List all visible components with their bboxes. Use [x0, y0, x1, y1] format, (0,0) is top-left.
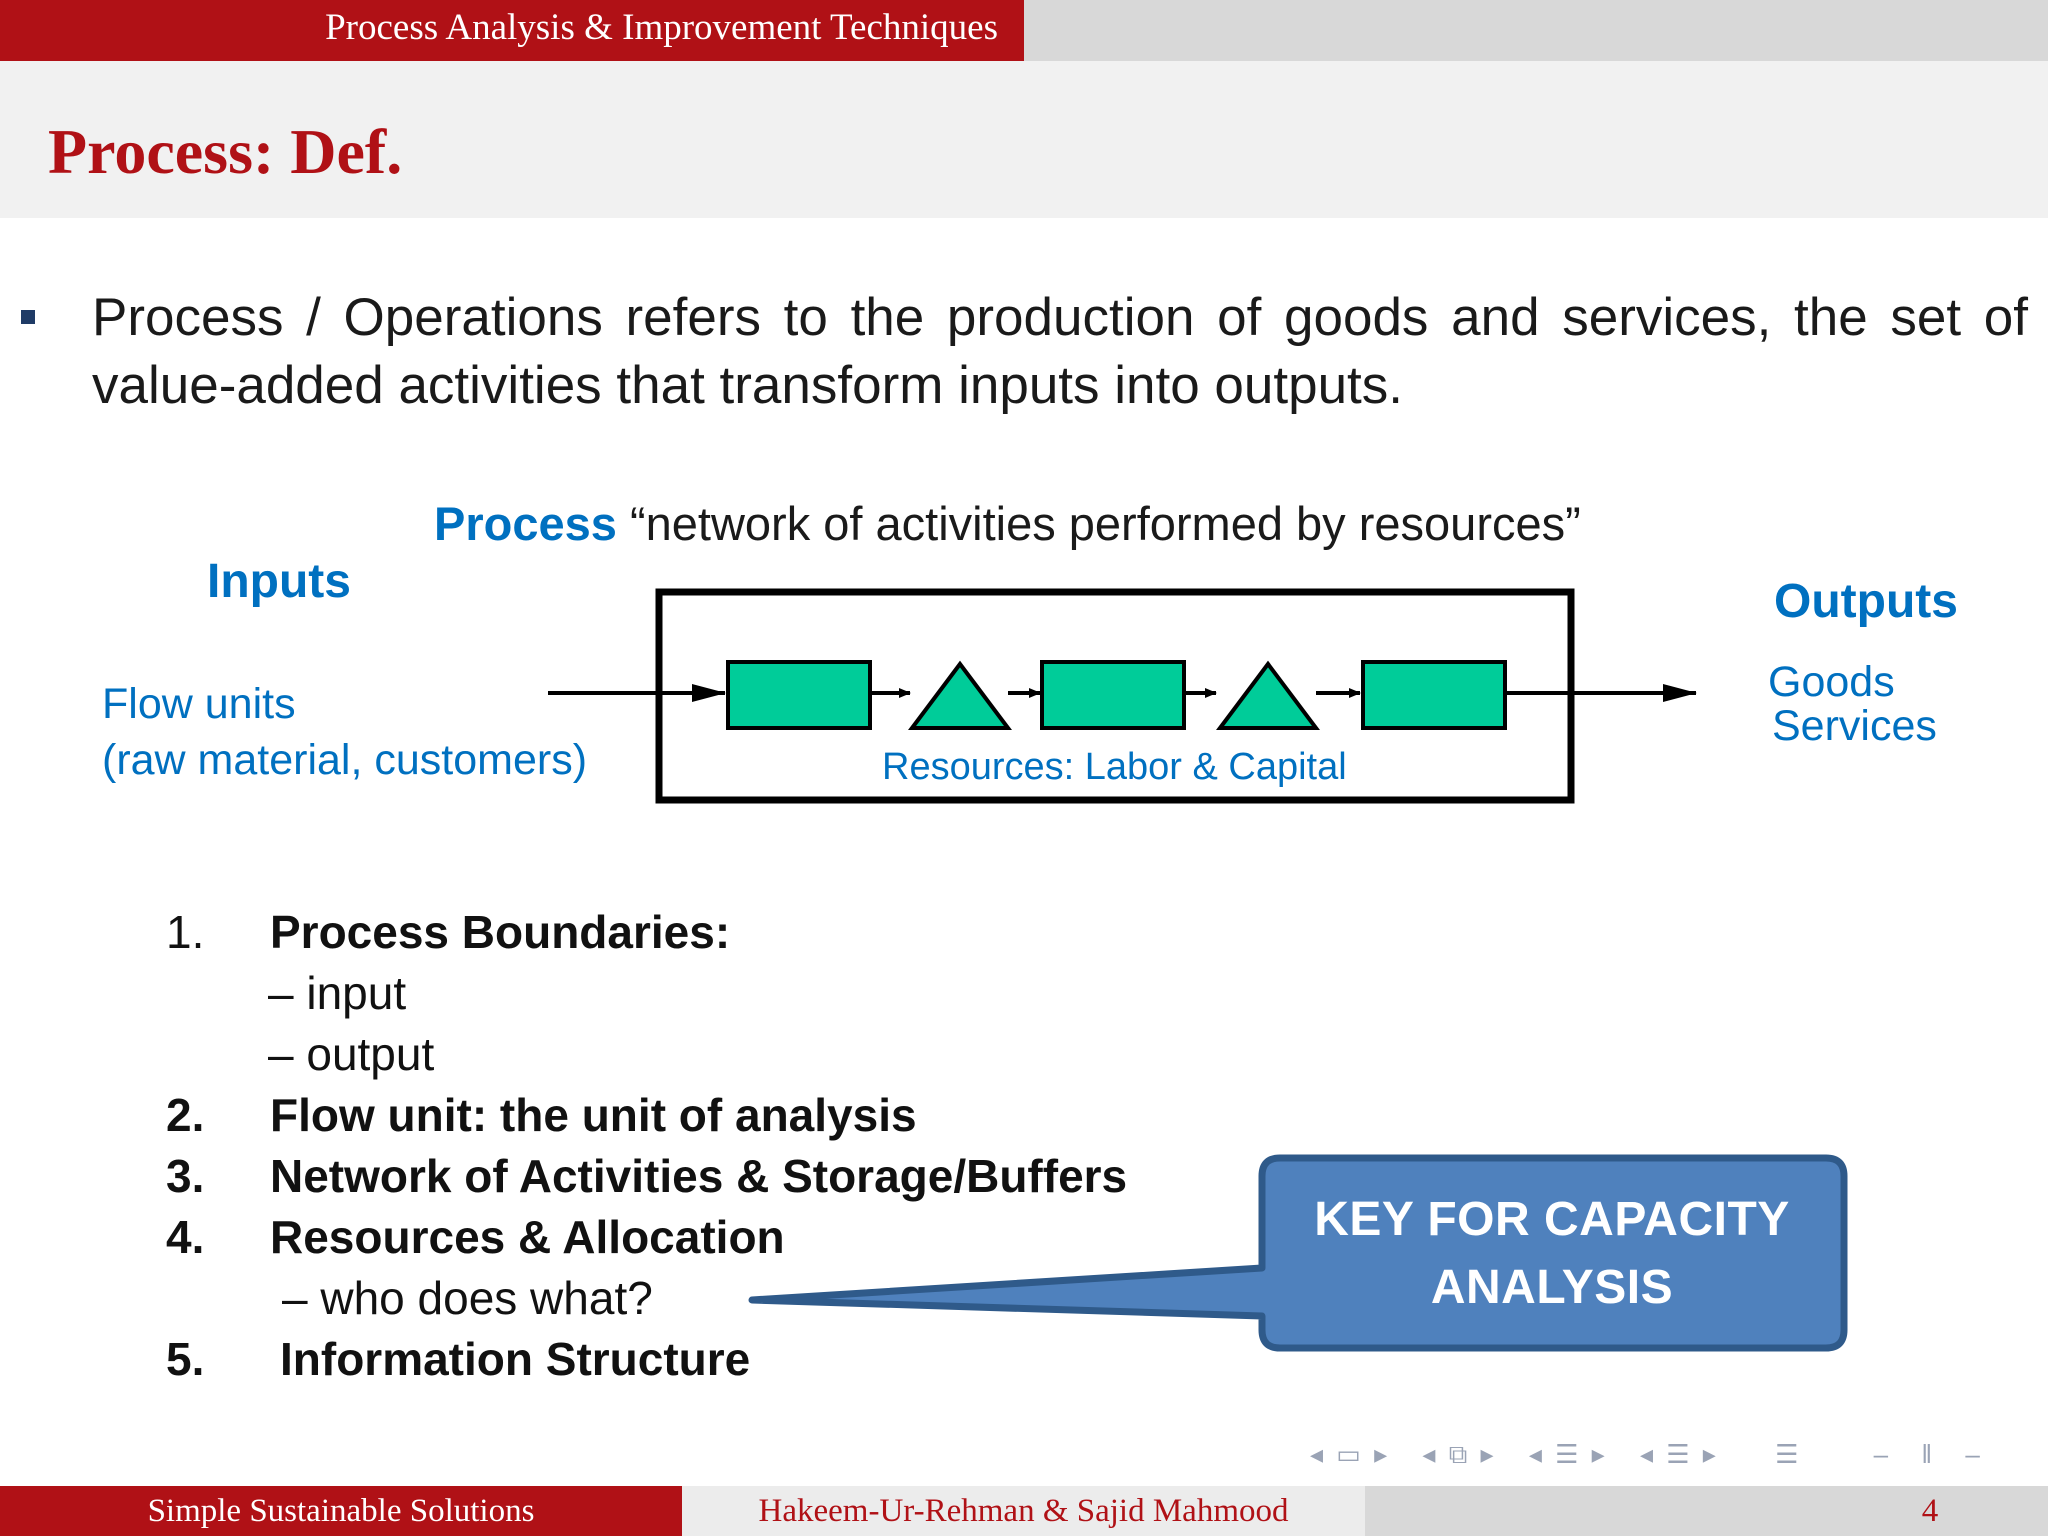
nav-section-icon[interactable]: ☰: [1555, 1439, 1579, 1469]
list-item-2-label: Flow unit: the unit of analysis: [270, 1089, 917, 1141]
footer-organization: Simple Sustainable Solutions: [0, 1486, 682, 1536]
page-number: 4: [1921, 1493, 1939, 1529]
list-item-1-sub-2: – output: [268, 1028, 435, 1080]
nav-toc-icon[interactable]: ☰: [1775, 1439, 1799, 1469]
process-definition-text: “network of activities performed by resources”: [629, 497, 1581, 550]
callout-line-2: ANALYSIS: [1430, 1261, 1674, 1314]
list-item-1-sub-1: – input: [268, 967, 407, 1019]
outputs-heading: Outputs: [1774, 575, 1958, 628]
nav-prev-section-icon[interactable]: ◂: [1528, 1439, 1542, 1469]
output-goods: Goods: [1768, 658, 1895, 706]
nav-frame-icon[interactable]: ▭: [1336, 1439, 1361, 1469]
list-item-5-label: Information Structure: [280, 1333, 751, 1385]
definition-text: Process / Operations refers to the production of goods and services, the set of value-added activities that transform inputs into outputs.: [92, 288, 2028, 415]
buffer-triangle-1: [912, 664, 1008, 728]
list-item-1-label: Process Boundaries:: [270, 906, 731, 958]
list-item-3-number: 3.: [166, 1150, 205, 1202]
list-item-3-label: Network of Activities & Storage/Buffers: [270, 1150, 1128, 1202]
nav-doc-icon[interactable]: ☰: [1666, 1439, 1690, 1469]
nav-prev-frame-icon[interactable]: ◂: [1310, 1439, 1324, 1469]
nav-next-subsection-icon[interactable]: ▸: [1480, 1439, 1494, 1469]
callout-line-1: KEY FOR CAPACITY: [1314, 1193, 1790, 1246]
nav-prev-subsection-icon[interactable]: ◂: [1422, 1439, 1436, 1469]
list-item-1-number: 1.: [166, 906, 205, 958]
output-services: Services: [1772, 702, 1937, 750]
nav-forward-icon[interactable]: –: [1965, 1439, 1980, 1469]
list-item-4-number: 4.: [166, 1211, 205, 1263]
list-item-2-number: 2.: [166, 1089, 205, 1141]
slide-title: Process: Def.: [48, 116, 403, 187]
nav-pause-icon[interactable]: ǁ: [1921, 1439, 1933, 1469]
nav-next-section-icon[interactable]: ▸: [1591, 1439, 1605, 1469]
list-item-4-label: Resources & Allocation: [270, 1211, 785, 1263]
list-item-4-sub-1: – who does what?: [282, 1272, 653, 1324]
section-title: Process Analysis & Improvement Techniques: [0, 0, 1024, 61]
flow-units-line1: Flow units: [102, 680, 296, 728]
navigation-bar: [1310, 1436, 1980, 1472]
inputs-heading: Inputs: [207, 555, 351, 608]
activity-box-3: [1363, 662, 1505, 728]
resources-label: Resources: Labor & Capital: [882, 746, 1347, 788]
callout-text: [1268, 1186, 1836, 1322]
footer-authors: Hakeem-Ur-Rehman & Sajid Mahmood: [682, 1486, 1365, 1536]
flow-units-line2: (raw material, customers): [102, 736, 588, 784]
nav-next-doc-icon[interactable]: ▸: [1702, 1439, 1716, 1469]
nav-subsection-icon[interactable]: ⧉: [1448, 1439, 1468, 1469]
nav-next-frame-icon[interactable]: ▸: [1374, 1439, 1388, 1469]
nav-prev-doc-icon[interactable]: ◂: [1639, 1439, 1654, 1469]
buffer-triangle-2: [1220, 664, 1316, 728]
nav-back-icon[interactable]: –: [1873, 1439, 1889, 1469]
list-item-5-number: 5.: [166, 1333, 205, 1385]
activity-box-2: [1042, 662, 1184, 728]
process-keyword: Process: [434, 497, 617, 550]
activity-box-1: [728, 662, 870, 728]
